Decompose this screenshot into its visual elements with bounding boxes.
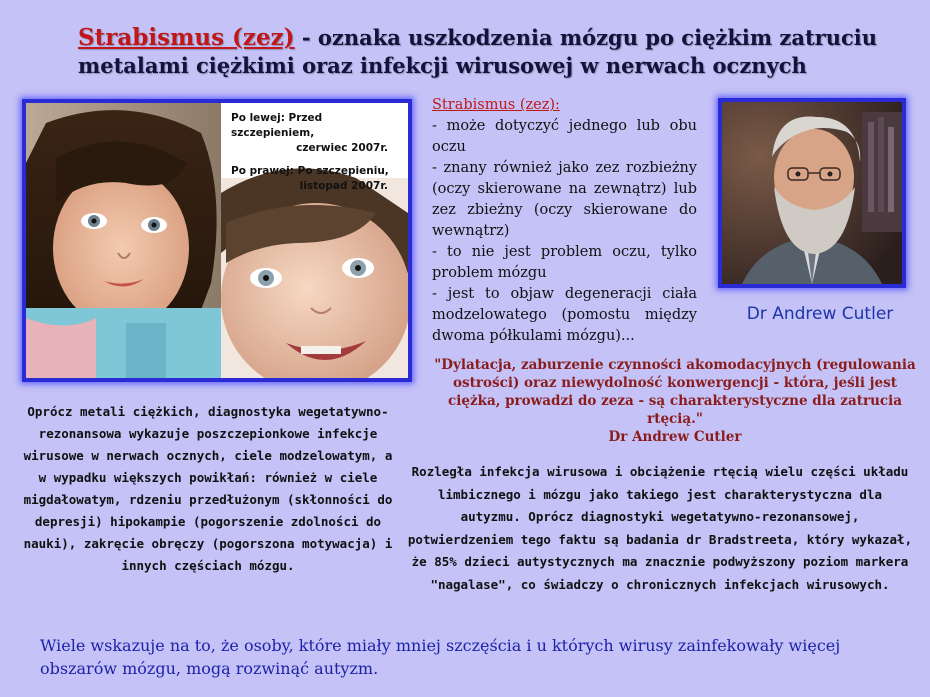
children-photo-frame [22, 99, 412, 382]
list-item: - jest to objaw degeneracji ciała modzelowatego (pomostu między dwoma półkulami mózgu)... [432, 286, 697, 344]
children-photo [26, 103, 408, 378]
portrait-frame [718, 98, 906, 288]
slide-title [78, 24, 908, 80]
caption-date-before: czerwiec 2007r. [296, 142, 388, 154]
quote-text: "Dylatacja, zaburzenie czynności akomodacyjnych (regulowania ostrości) oraz niewydolność konwergencji - która, jeśli jest ciężka, prowadzi do zeza - są charakterystyczne dla zatrucia rtęcią." [434, 357, 916, 427]
list-item: - może dotyczyć jednego lub obu oczu [432, 118, 697, 155]
title-highlight: Strabismus (zez) [78, 24, 295, 51]
strabismus-list [432, 95, 697, 347]
quote-author: Dr Andrew Cutler [608, 429, 742, 445]
photo-caption [231, 111, 406, 194]
caption-date-after: listopad 2007r. [299, 180, 388, 192]
portrait-image [722, 102, 902, 284]
quote-block [425, 356, 925, 446]
portrait-name: Dr Andrew Cutler [746, 304, 894, 324]
caption-line-before: Po lewej: Przed szczepieniem, [231, 112, 323, 139]
left-paragraph: Oprócz metali ciężkich, diagnostyka wegetatywno-rezonansowa wykazuje poszczepionkowe infekcje wirusowe w nerwach ocznych, ciele modzelowatym, a w wypadku większych powikłań: również w ciele migdałowatym, rdzeniu przedłużonym (skłonności do depresji) hipokampie (pogorszenie zdolności do nauki), zakręcie obręczy (pogorszona motywacja) i innych częściach mózgu. [23, 404, 393, 573]
title-rest: - oznaka uszkodzenia mózgu po ciężkim zatruciu metalami ciężkimi oraz infekcji wirusowej w nerwach ocznych [78, 25, 878, 78]
bottom-conclusion: Wiele wskazuje na to, że osoby, które miały mniej szczęścia i u których wirusy zainfekowały więcej obszarów mózgu, mogą rozwinąć autyzm. [40, 636, 841, 678]
right-paragraph: Rozległa infekcja wirusowa i obciążenie rtęcią wielu części układu limbicznego i mózgu jako takiego jest charakterystyczna dla autyzmu. Oprócz diagnostyki wegetatywno-rezonansowej, potwierdzeniem tego faktu są badania dr Bradstreeta, który wykazał, że 85% dzieci autystycznych ma znacznie podwyższony poziom markera "nagalase", co świadczy o chronicznych infekcjach wirusowych. [407, 464, 913, 592]
list-item: - znany również jako zez rozbieżny (oczy skierowane na zewnątrz) lub zez zbieżny (oczy skierowane do wewnątrz) [432, 160, 697, 239]
strabismus-heading: Strabismus (zez): [432, 97, 560, 113]
portrait-photo [722, 102, 902, 284]
caption-line-after: Po prawej: Po szczepieniu, [231, 165, 389, 177]
list-item: - to nie jest problem oczu, tylko problem mózgu [432, 244, 697, 281]
